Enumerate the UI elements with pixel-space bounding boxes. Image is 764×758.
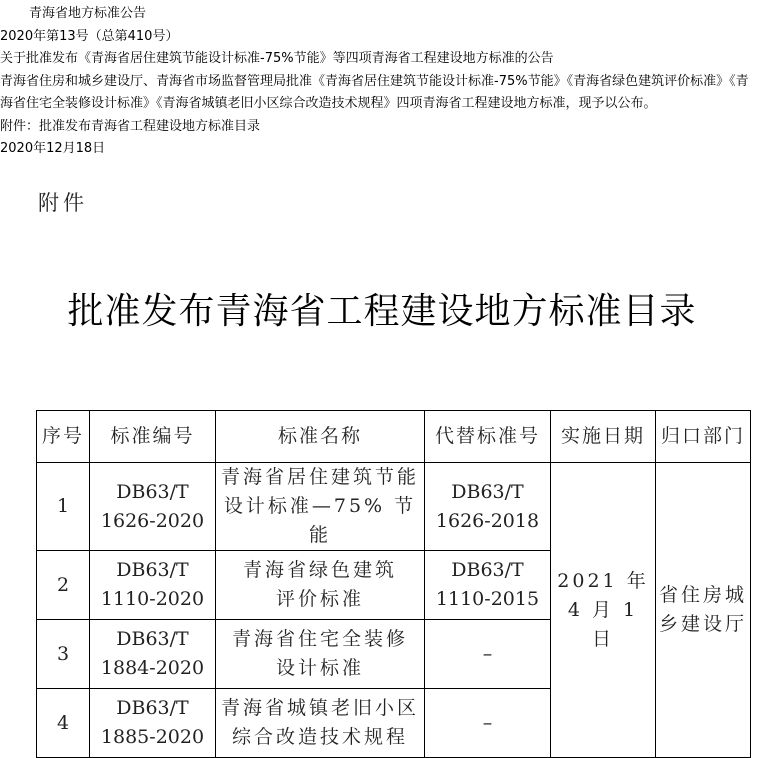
notice-attachment-line: 附件：批准发布青海省工程建设地方标准目录 bbox=[0, 118, 261, 134]
notice-number: 2020年第13号（总第410号） bbox=[0, 28, 179, 44]
row-name bbox=[216, 551, 425, 620]
code-line: DB63/T bbox=[116, 697, 189, 719]
replace-line: DB63/T bbox=[451, 480, 524, 503]
attachment-label: 附件 bbox=[38, 191, 88, 215]
header-name: 标准名称 bbox=[216, 411, 425, 463]
document-title: 批准发布青海省工程建设地方标准目录 bbox=[67, 291, 697, 332]
row-code bbox=[90, 689, 216, 758]
row-name bbox=[216, 620, 425, 689]
effective-date-cell bbox=[551, 463, 656, 758]
department-line: 省住房城 bbox=[658, 584, 747, 606]
notice-body: 青海省住房和城乡建设厅、青海省市场监督管理局批准《青海省居住建筑节能设计标准-75%节能》《青海省绿色建筑评价标准》《青海省住宅全装修设计标准》《青海省城镇老旧小区综合改造技术规程》四项青海省工程建设地方标准，现予以公布。 bbox=[0, 73, 749, 111]
replace-line: DB63/T bbox=[451, 559, 524, 581]
row-replace bbox=[425, 620, 551, 689]
name-line: 设计标准—75% 节能 bbox=[223, 495, 417, 546]
notice-subject: 关于批准发布《青海省居住建筑节能设计标准-75%节能》等四项青海省工程建设地方标准的公告 bbox=[0, 51, 554, 66]
header-effective-date: 实施日期 bbox=[551, 411, 656, 463]
row-no: 3 bbox=[37, 620, 90, 689]
name-line: 青海省绿色建筑 bbox=[242, 559, 397, 581]
notice-heading: 青海省地方标准公告 bbox=[29, 6, 147, 21]
code-line: DB63/T bbox=[116, 559, 189, 581]
notice-text bbox=[0, 3, 760, 161]
row-code bbox=[90, 463, 216, 551]
header-department: 归口部门 bbox=[656, 411, 751, 463]
row-code bbox=[90, 551, 216, 620]
effective-date-line: 2021 年 bbox=[557, 569, 649, 592]
row-replace bbox=[425, 689, 551, 758]
name-line: 设计标准 bbox=[275, 657, 364, 679]
header-code: 标准编号 bbox=[90, 411, 216, 463]
standards-table bbox=[36, 410, 751, 758]
replace-line: 1110-2015 bbox=[435, 588, 540, 610]
row-replace bbox=[425, 463, 551, 551]
effective-date-line: 4 月 1 日 bbox=[567, 598, 639, 650]
code-line: 1884-2020 bbox=[100, 657, 205, 679]
code-line: DB63/T bbox=[116, 628, 189, 650]
code-line: 1885-2020 bbox=[100, 726, 205, 748]
row-replace bbox=[425, 551, 551, 620]
name-line: 青海省城镇老旧小区 bbox=[220, 697, 419, 719]
replace-line: – bbox=[482, 711, 493, 734]
row-no: 4 bbox=[37, 689, 90, 758]
name-line: 评价标准 bbox=[275, 588, 364, 610]
row-no: 2 bbox=[37, 551, 90, 620]
name-line: 青海省住宅全装修 bbox=[231, 628, 408, 650]
row-name bbox=[216, 689, 425, 758]
notice-date: 2020年12月18日 bbox=[0, 141, 106, 156]
code-line: DB63/T bbox=[116, 480, 189, 503]
department-cell bbox=[656, 463, 751, 758]
department-line: 乡建设厅 bbox=[658, 613, 747, 635]
header-no: 序号 bbox=[37, 411, 90, 463]
replace-line: 1626-2018 bbox=[435, 509, 540, 532]
row-no: 1 bbox=[37, 463, 90, 551]
row-code bbox=[90, 620, 216, 689]
name-line: 青海省居住建筑节能 bbox=[220, 466, 419, 488]
code-line: 1110-2020 bbox=[100, 588, 205, 610]
row-name bbox=[216, 463, 425, 551]
table-header-row bbox=[37, 411, 751, 463]
replace-line: – bbox=[482, 642, 493, 665]
header-replace: 代替标准号 bbox=[425, 411, 551, 463]
code-line: 1626-2020 bbox=[100, 509, 205, 532]
name-line: 综合改造技术规程 bbox=[231, 726, 408, 748]
table-row bbox=[37, 463, 751, 551]
